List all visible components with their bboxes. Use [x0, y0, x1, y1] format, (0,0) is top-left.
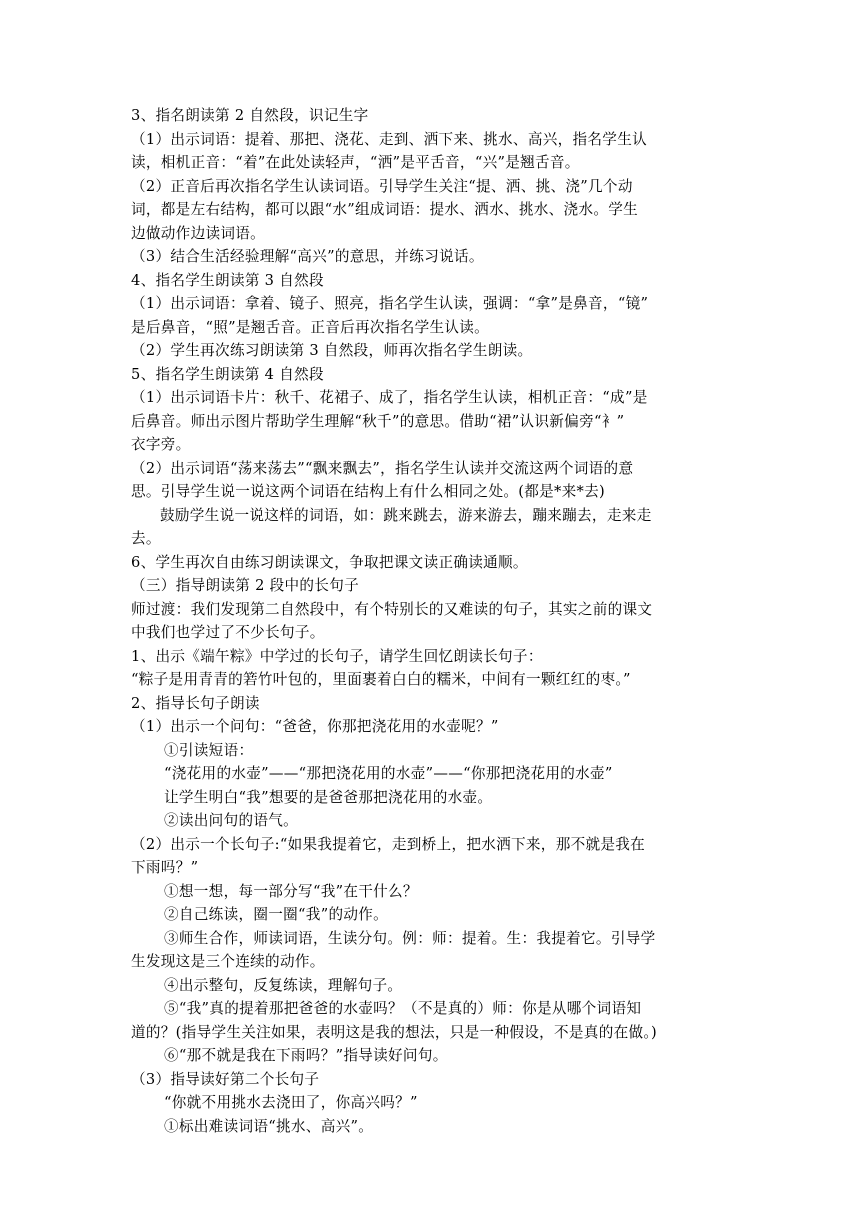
paragraph: ②读出问句的语气。	[164, 812, 299, 829]
section-heading: 3、指名朗读第 2 自然段，识记生字	[131, 107, 369, 124]
paragraph: “浇花用的水壶”——“那把浇花用的水壶”——“你那把浇花用的水壶”	[164, 765, 613, 782]
paragraph: （1）出示词语卡片：秋千、花裙子、成了，指名学生认读，相机正音：“成”是 后鼻音。师出示图片帮助学生理解“秋千”的意思。借助“裙”认识新偏旁“衤” 衣字旁。	[131, 389, 648, 453]
paragraph: （2）出示一个长句子:“如果我提着它，走到桥上，把水洒下来，那不就是我在 下雨吗？”	[131, 835, 646, 876]
paragraph: （1）出示词语：拿着、镜子、照亮，指名学生认读，强调：“拿”是鼻音，“镜” 是后鼻音，“照”是翘舌音。正音后再次指名学生认读。	[131, 295, 649, 336]
paragraph: （1）出示词语：提着、那把、浇花、走到、洒下来、挑水、高兴，指名学生认 读，相机正音：“着”在此处读轻声，“洒”是平舌音，“兴”是翘舌音。	[131, 130, 647, 171]
quote: “你就不用挑水去浇田了，你高兴吗？”	[164, 1094, 418, 1111]
paragraph: （1）出示一个问句：“爸爸，你那把浇花用的水壶呢？”	[131, 718, 499, 735]
section-heading: 6、学生再次自由练习朗读课文，争取把课文读正确读通顺。	[131, 553, 528, 571]
paragraph: 让学生明白“我”想要的是爸爸那把浇花用的水壶。	[164, 788, 493, 806]
paragraph: （2）出示词语“荡来荡去”“飘来飘去”，指名学生认读并交流这两个词语的意 思。引导学生说一说这两个词语在结构上有什么相同之处。(都是*来*去)	[131, 459, 634, 500]
paragraph: （3）指导读好第二个长句子	[131, 1070, 320, 1088]
section-heading: 5、指名学生朗读第 4 自然段	[131, 365, 324, 383]
document-body	[131, 104, 737, 1138]
paragraph: ⑥“那不就是我在下雨吗？”指导读好问句。	[164, 1047, 448, 1064]
paragraph: ④出示整句，反复练读，理解句子。	[164, 976, 403, 994]
paragraph: （2）正音后再次指名学生认读词语。引导学生关注“提、洒、挑、浇”几个动 词，都是左右结构，都可以跟“水”组成词语：提水、洒水、挑水、浇水。学生 边做动作边读词语。	[131, 177, 639, 242]
paragraph: （3）结合生活经验理解“高兴”的意思，并练习说话。	[131, 248, 484, 265]
section-heading: 1、出示《端午粽》中学过的长句子，请学生回忆朗读长句子：	[131, 647, 543, 665]
paragraph: ②自己练读，圈一圈“我”的动作。	[164, 906, 389, 923]
paragraph: （2）学生再次练习朗读第 3 自然段，师再次指名学生朗读。	[131, 342, 533, 359]
section-heading: （三）指导朗读第 2 段中的长句子	[131, 577, 359, 594]
paragraph: ③师生合作，师读词语，生读分句。例：师：提着。生：我提着它。引导学 生发现这是三个连续的动作。	[131, 929, 656, 970]
paragraph: ①想一想，每一部分写“我”在干什么？	[164, 882, 418, 900]
paragraph: ①引读短语：	[164, 741, 254, 759]
paragraph: 师过渡：我们发现第二自然段中，有个特别长的又难读的句子，其实之前的课文 中我们也学过了不少长句子。	[131, 600, 653, 641]
quote: “粽子是用青青的箬竹叶包的，里面裹着白白的糯米，中间有一颗红红的枣。”	[131, 671, 631, 688]
paragraph: ①标出难读词语“挑水、高兴”。	[164, 1117, 374, 1135]
section-heading: 4、指名学生朗读第 3 自然段	[131, 271, 324, 289]
paragraph: ⑤“我”真的提着那把爸爸的水壶吗？（不是真的）师：你是从哪个词语知 道的？(指导学生关注如果，表明这是我的想法，只是一种假设，不是真的在做。)	[131, 1000, 657, 1041]
section-heading: 2、指导长句子朗读	[131, 694, 260, 712]
paragraph: 鼓励学生说一说这样的词语，如：跳来跳去，游来游去，蹦来蹦去，走来走 去。	[131, 506, 652, 547]
